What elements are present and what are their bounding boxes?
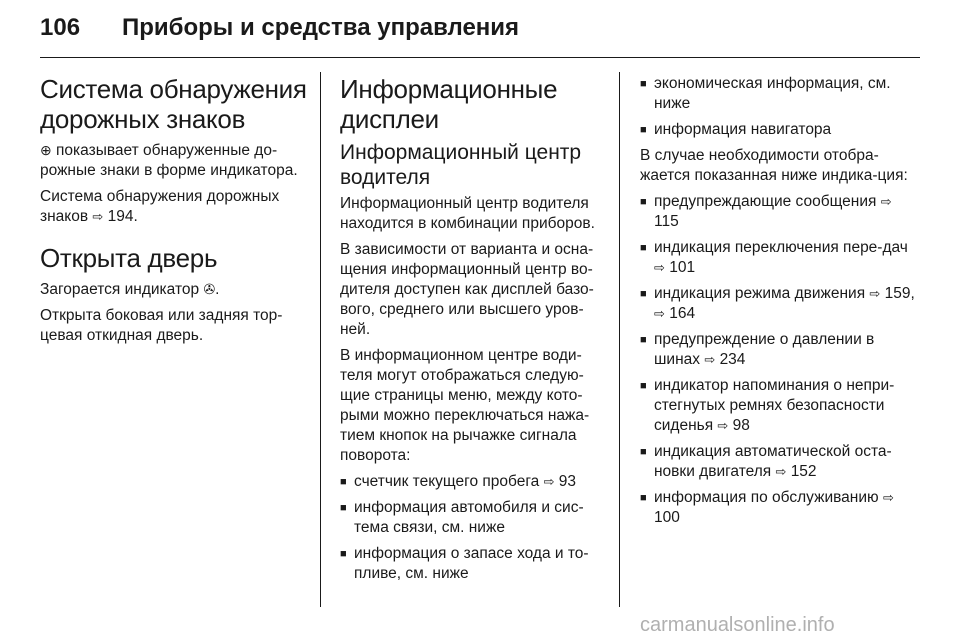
- paragraph: [40, 140, 312, 181]
- page-ref-link[interactable]: 100: [654, 509, 680, 526]
- section-heading-door-open: Открыта дверь: [40, 243, 218, 273]
- page-title: Приборы и средства управления: [122, 14, 520, 41]
- watermark: carmanualsonline.info: [640, 614, 835, 636]
- page-ref-arrow-icon: ⇨: [654, 260, 665, 275]
- page-ref-arrow-icon: ⇨: [882, 490, 894, 505]
- page-ref-arrow-icon: ⇨: [880, 194, 892, 209]
- bullet-icon: ■: [340, 476, 347, 488]
- page-header: [40, 14, 920, 54]
- section-heading-traffic-signs: Система обнаружения дорожных знаков: [40, 74, 307, 134]
- bullet-icon: ■: [640, 492, 647, 504]
- paragraph: Открыта боковая или задняя тор-цевая откидная дверь.: [40, 307, 283, 344]
- list-item-text: индикатор напоминания о непри-стегнутых ремнях безопасности сиденья: [654, 377, 895, 434]
- column-divider-2: [619, 72, 620, 607]
- list-item: [640, 376, 915, 436]
- list-item-text: индикация автоматической оста-новки двигателя: [654, 443, 892, 480]
- page-ref-arrow-icon: ⇨: [654, 306, 665, 321]
- bullet-icon: ■: [340, 548, 347, 560]
- page-ref-link[interactable]: 93: [558, 473, 577, 490]
- left-column: [40, 74, 312, 352]
- section-heading-info-displays: Информационные дисплеи: [340, 74, 558, 134]
- list-item: [340, 544, 610, 584]
- page-ref-link[interactable]: 152: [790, 463, 817, 480]
- list-item-text: предупреждение о давлении в шинах: [654, 331, 875, 368]
- paragraph: В случае необходимости отобра-жается показанная ниже индика-ция:: [640, 147, 908, 184]
- page-ref-link[interactable]: 164: [669, 305, 696, 322]
- list-item: [640, 120, 915, 140]
- bullet-icon: ■: [640, 380, 647, 392]
- indications-list: [640, 192, 915, 528]
- page-number: 106: [40, 14, 81, 41]
- list-item-text: информация по обслуживанию: [654, 489, 883, 506]
- page-ref-arrow-icon: ⇨: [92, 209, 104, 224]
- paragraph: [40, 187, 312, 227]
- list-item: [640, 192, 915, 232]
- list-item-text: счетчик текущего пробега: [354, 473, 544, 490]
- header-rule: [40, 57, 920, 58]
- bullet-icon: ■: [640, 242, 647, 254]
- paragraph: В зависимости от варианта и осна-щения информационный центр во-дителя доступен как дисплей базо-вого, среднего или высшего уров-ней.: [340, 241, 594, 338]
- page-ref-arrow-icon: ⇨: [543, 474, 555, 489]
- list-item-text: индикация переключения пере-дач: [654, 239, 908, 256]
- bullet-icon: ■: [640, 124, 647, 136]
- paragraph: [40, 279, 312, 300]
- paragraph-text: Система обнаружения дорожных знаков: [40, 188, 280, 225]
- list-item: [640, 442, 915, 482]
- list-item: [340, 498, 610, 538]
- subsection-heading-dic: Информационный центр водителя: [340, 141, 582, 189]
- list-item: [340, 472, 610, 492]
- page-ref-link[interactable]: 101: [669, 259, 696, 276]
- list-item-text: индикация режима движения: [654, 285, 870, 302]
- bullet-icon: ■: [640, 334, 647, 346]
- list-item-text: предупреждающие сообщения: [654, 193, 881, 210]
- bullet-icon: ■: [640, 288, 647, 300]
- list-item-text: экономическая информация, см. ниже: [654, 75, 891, 112]
- list-item: [640, 488, 915, 528]
- column-divider-1: [320, 72, 321, 607]
- list-item: [640, 284, 915, 324]
- list-item-text: информация навигатора: [654, 121, 832, 138]
- middle-column: [340, 74, 610, 590]
- page-ref-arrow-icon: ⇨: [869, 286, 881, 301]
- page-ref-link[interactable]: 115: [654, 213, 679, 230]
- list-item: [640, 330, 915, 370]
- page-ref-arrow-icon: ⇨: [775, 464, 787, 479]
- paragraph: В информационном центре води-теля могут отображаться следую-щие страницы меню, между кото-рыми можно переключаться нажа-тием кнопок на рычажке сигнала поворота:: [340, 347, 590, 464]
- bullet-icon: ■: [640, 78, 647, 90]
- right-column: [640, 74, 915, 534]
- paragraph-text: показывает обнаруженные до-рожные знаки в форме индикатора.: [40, 142, 298, 179]
- page-ref-arrow-icon: ⇨: [717, 418, 729, 433]
- page-ref-arrow-icon: ⇨: [704, 352, 716, 367]
- list-item-text: информация автомобиля и сис-тема связи, см. ниже: [354, 499, 584, 536]
- bullet-icon: ■: [640, 196, 647, 208]
- door-open-icon: ✇: [203, 281, 216, 297]
- page-ref-link[interactable]: 194.: [107, 208, 138, 225]
- paragraph-text: Загорается индикатор: [40, 281, 204, 298]
- page-ref-link[interactable]: 98: [732, 417, 750, 434]
- menu-pages-list: [340, 472, 610, 584]
- list-item-text: информация о запасе хода и то-пливе, см. ниже: [354, 545, 589, 582]
- menu-pages-list-cont: [640, 74, 915, 140]
- traffic-sign-icon: ⊕: [40, 142, 52, 158]
- list-item: [640, 238, 915, 278]
- paragraph: Информационный центр водителя находится в комбинации приборов.: [340, 195, 595, 232]
- list-item: [640, 74, 915, 114]
- bullet-icon: ■: [340, 502, 347, 514]
- bullet-icon: ■: [640, 446, 647, 458]
- page-ref-link[interactable]: 159,: [884, 285, 915, 302]
- punctuation: .: [215, 281, 220, 298]
- page-ref-link[interactable]: 234: [719, 351, 746, 368]
